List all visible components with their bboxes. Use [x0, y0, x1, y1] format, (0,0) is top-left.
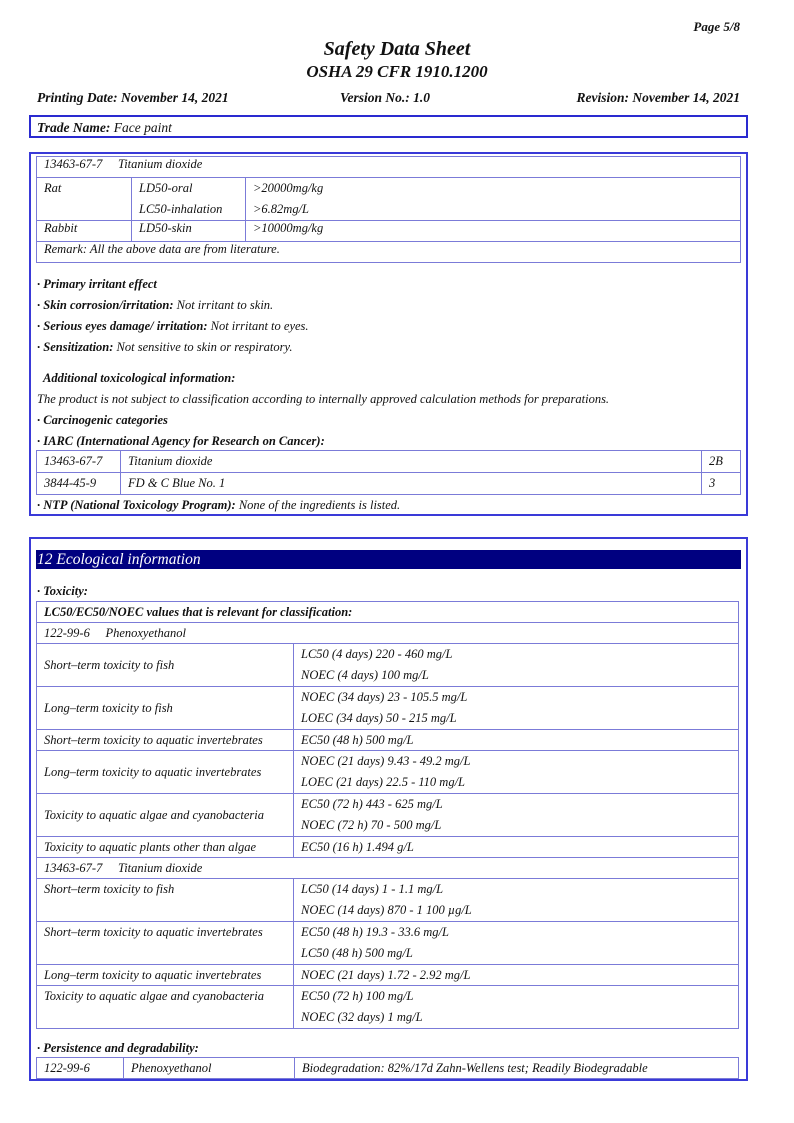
document-subtitle: OSHA 29 CFR 1910.1200	[306, 62, 488, 81]
values-cell: EC50 (16 h) 1.494 g/L	[294, 837, 739, 858]
primary-irritant-heading: · Primary irritant effect	[37, 277, 157, 291]
endpoint-cell: Toxicity to aquatic plants other than algae	[37, 837, 294, 858]
iarc-table	[36, 450, 741, 495]
endpoint-cell: Long–term toxicity to fish	[37, 687, 294, 730]
persistence-table	[36, 1057, 739, 1079]
category-cell: 2B	[702, 451, 741, 473]
substance-header: 122-99-6 Phenoxyethanol	[37, 623, 739, 644]
trade-name-label: Trade Name:	[37, 120, 111, 135]
document-title: Safety Data Sheet	[323, 38, 471, 60]
additional-info-text: The product is not subject to classification according to internally approved calculation methods for preparations.	[37, 392, 610, 406]
cas-cell: 3844-45-9	[37, 473, 121, 495]
eye-damage-line: · Serious eyes damage/ irritation: Not irritant to eyes.	[37, 319, 309, 333]
name-cell: Titanium dioxide	[121, 451, 702, 473]
endpoint-cell: Toxicity to aquatic algae and cyanobacteria	[37, 794, 294, 837]
endpoint-cell: Short–term toxicity to fish	[37, 879, 294, 922]
values-cell: NOEC (21 days) 9.43 - 49.2 mg/L LOEC (21 days) 22.5 - 110 mg/L	[294, 751, 739, 794]
value-cell: >10000mg/kg	[246, 221, 741, 242]
name-cell: Phenoxyethanol	[124, 1058, 295, 1079]
category-cell: 3	[702, 473, 741, 495]
value-cell	[246, 178, 741, 221]
test-name: LD50-oral	[139, 181, 193, 195]
section-12-banner: 12 Ecological information	[36, 550, 741, 569]
values-cell: NOEC (21 days) 1.72 - 2.92 mg/L	[294, 965, 739, 986]
test-value: >6.82mg/L	[253, 202, 310, 216]
values-cell: LC50 (14 days) 1 - 1.1 mg/L NOEC (14 days) 870 - 1 100 µg/L	[294, 879, 739, 922]
remark-cell: Remark: All the above data are from literature.	[37, 242, 741, 263]
skin-corrosion-line: · Skin corrosion/irritation: Not irritant to skin.	[37, 298, 274, 312]
cas-cell: 13463-67-7	[37, 451, 121, 473]
endpoint-cell: Long–term toxicity to aquatic invertebrates	[37, 965, 294, 986]
value-cell: Biodegradation: 82%/17d Zahn-Wellens test; Readily Biodegradable	[295, 1058, 739, 1079]
values-cell: NOEC (34 days) 23 - 105.5 mg/L LOEC (34 days) 50 - 215 mg/L	[294, 687, 739, 730]
table-heading: LC50/EC50/NOEC values that is relevant for classification:	[37, 602, 739, 623]
revision-date: Revision: November 14, 2021	[576, 90, 740, 105]
endpoint-cell: Toxicity to aquatic algae and cyanobacteria	[37, 986, 294, 1029]
toxicity-label: · Toxicity:	[37, 584, 88, 598]
substance-header: 13463-67-7 Titanium dioxide	[37, 157, 741, 178]
values-cell: LC50 (4 days) 220 - 460 mg/L NOEC (4 days) 100 mg/L	[294, 644, 739, 687]
endpoint-cell: Short–term toxicity to aquatic invertebrates	[37, 730, 294, 751]
sensitization-line: · Sensitization: Not sensitive to skin or respiratory.	[37, 340, 293, 354]
species-cell: Rabbit	[37, 221, 132, 242]
trade-name-box	[29, 115, 748, 138]
test-cell	[132, 178, 246, 221]
carcinogenic-heading: · Carcinogenic categories	[37, 413, 168, 427]
ntp-line: · NTP (National Toxicology Program): None of the ingredients is listed.	[37, 498, 401, 512]
values-cell: EC50 (48 h) 500 mg/L	[294, 730, 739, 751]
name-cell: FD & C Blue No. 1	[121, 473, 702, 495]
ecotoxicity-table	[36, 601, 739, 1029]
species-cell: Rat	[37, 178, 132, 221]
printing-date: Printing Date: November 14, 2021	[37, 90, 229, 105]
test-name: LC50-inhalation	[139, 202, 223, 216]
values-cell: EC50 (48 h) 19.3 - 33.6 mg/L LC50 (48 h) 500 mg/L	[294, 922, 739, 965]
endpoint-cell: Short–term toxicity to fish	[37, 644, 294, 687]
test-cell: LD50-skin	[132, 221, 246, 242]
version-number: Version No.: 1.0	[340, 90, 431, 105]
cas-cell: 122-99-6	[37, 1058, 124, 1079]
endpoint-cell: Short–term toxicity to aquatic invertebrates	[37, 922, 294, 965]
trade-name-value: Face paint	[110, 120, 172, 135]
values-cell: EC50 (72 h) 100 mg/L NOEC (32 days) 1 mg/L	[294, 986, 739, 1029]
persistence-label: · Persistence and degradability:	[37, 1041, 199, 1055]
endpoint-cell: Long–term toxicity to aquatic invertebrates	[37, 751, 294, 794]
page-number: Page 5/8	[693, 19, 740, 34]
values-cell: EC50 (72 h) 443 - 625 mg/L NOEC (72 h) 70 - 500 mg/L	[294, 794, 739, 837]
test-value: >20000mg/kg	[253, 181, 324, 195]
additional-info-heading: Additional toxicological information:	[43, 371, 236, 385]
acute-toxicity-table	[36, 156, 741, 263]
iarc-heading: · IARC (International Agency for Research on Cancer):	[37, 434, 325, 448]
substance-header: 13463-67-7 Titanium dioxide	[37, 858, 739, 879]
